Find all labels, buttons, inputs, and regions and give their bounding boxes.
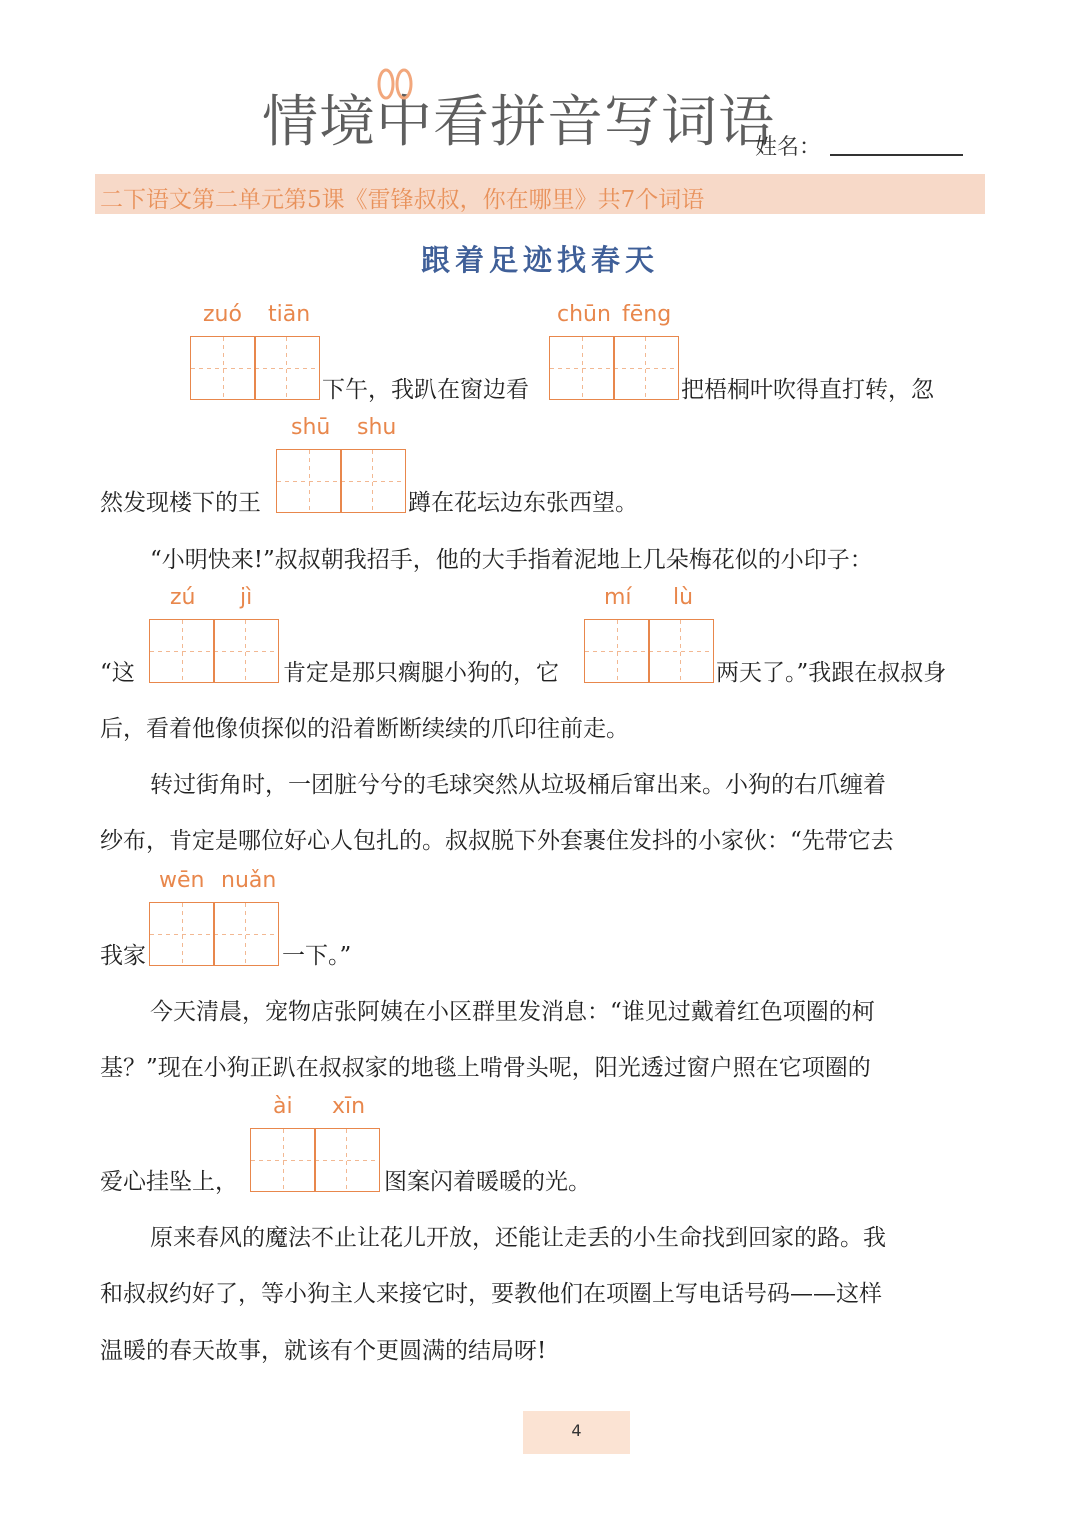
story-line: 我家	[100, 943, 146, 969]
page-number: 4	[571, 1421, 582, 1440]
story-line: 后，看着他像侦探似的沿着断断续续的爪印往前走。	[100, 716, 629, 742]
story-line: 两天了。”我跟在叔叔身	[716, 660, 947, 686]
character-writing-box[interactable]	[250, 1128, 380, 1192]
name-label: 姓名：	[755, 135, 822, 160]
pinyin-label: tiān	[268, 302, 311, 327]
pinyin-label: mí	[604, 585, 632, 610]
story-line: 基？”现在小狗正趴在叔叔家的地毯上啃骨头呢，阳光透过窗户照在它项圈的	[100, 1055, 871, 1081]
story-line: 图案闪着暖暖的光。	[384, 1169, 591, 1195]
pinyin-label: shū	[291, 415, 331, 440]
name-field-line[interactable]	[830, 154, 963, 156]
story-line: 温暖的春天故事，就该有个更圆满的结局呀!	[100, 1338, 547, 1364]
lesson-banner-text: 二下语文第二单元第5课《雷锋叔叔，你在哪里》共7个词语	[100, 187, 705, 213]
pinyin-label: jì	[240, 585, 253, 610]
story-line: 下午，我趴在窗边看	[322, 377, 529, 403]
pinyin-label: xīn	[332, 1094, 366, 1119]
pinyin-label: fēng	[622, 302, 672, 327]
character-writing-box[interactable]	[190, 336, 320, 400]
story-title: 跟着足迹找春天	[420, 243, 659, 277]
bunny-ears-icon	[372, 68, 418, 108]
story-line: 一下。”	[282, 943, 352, 969]
pinyin-label: ài	[273, 1094, 293, 1119]
pinyin-label: shu	[357, 415, 397, 440]
pinyin-label: lù	[673, 585, 694, 610]
character-writing-box[interactable]	[276, 449, 406, 513]
story-line: 然发现楼下的王	[100, 490, 261, 516]
story-line: 转过街角时，一团脏兮兮的毛球突然从垃圾桶后窜出来。小狗的右爪缠着	[150, 772, 886, 798]
worksheet-logo-title: 情境中看拼音写词语	[262, 90, 775, 155]
story-line: 肯定是那只瘸腿小狗的，它	[283, 660, 559, 686]
pinyin-label: zú	[170, 585, 196, 610]
character-writing-box[interactable]	[149, 619, 279, 683]
pinyin-label: zuó	[203, 302, 242, 327]
story-line: “小明快来!”叔叔朝我招手，他的大手指着泥地上几朵梅花似的小印子：	[150, 547, 873, 573]
pinyin-label: nuǎn	[221, 868, 277, 893]
story-line: 爱心挂坠上，	[100, 1169, 238, 1195]
story-line: 和叔叔约好了，等小狗主人来接它时，要教他们在项圈上写电话号码——这样	[100, 1281, 882, 1307]
character-writing-box[interactable]	[149, 902, 279, 966]
pinyin-label: wēn	[159, 868, 205, 893]
story-line: 蹲在花坛边东张西望。	[408, 490, 638, 516]
story-line: “这	[100, 660, 135, 686]
character-writing-box[interactable]	[584, 619, 714, 683]
story-line: 把梧桐叶吹得直打转，忽	[681, 377, 934, 403]
character-writing-box[interactable]	[549, 336, 679, 400]
pinyin-label: chūn	[557, 302, 611, 327]
story-line: 今天清晨，宠物店张阿姨在小区群里发消息：“谁见过戴着红色项圈的柯	[150, 999, 875, 1025]
story-line: 原来春风的魔法不止让花儿开放，还能让走丢的小生命找到回家的路。我	[150, 1225, 886, 1251]
story-line: 纱布，肯定是哪位好心人包扎的。叔叔脱下外套裹住发抖的小家伙：“先带它去	[100, 828, 894, 854]
